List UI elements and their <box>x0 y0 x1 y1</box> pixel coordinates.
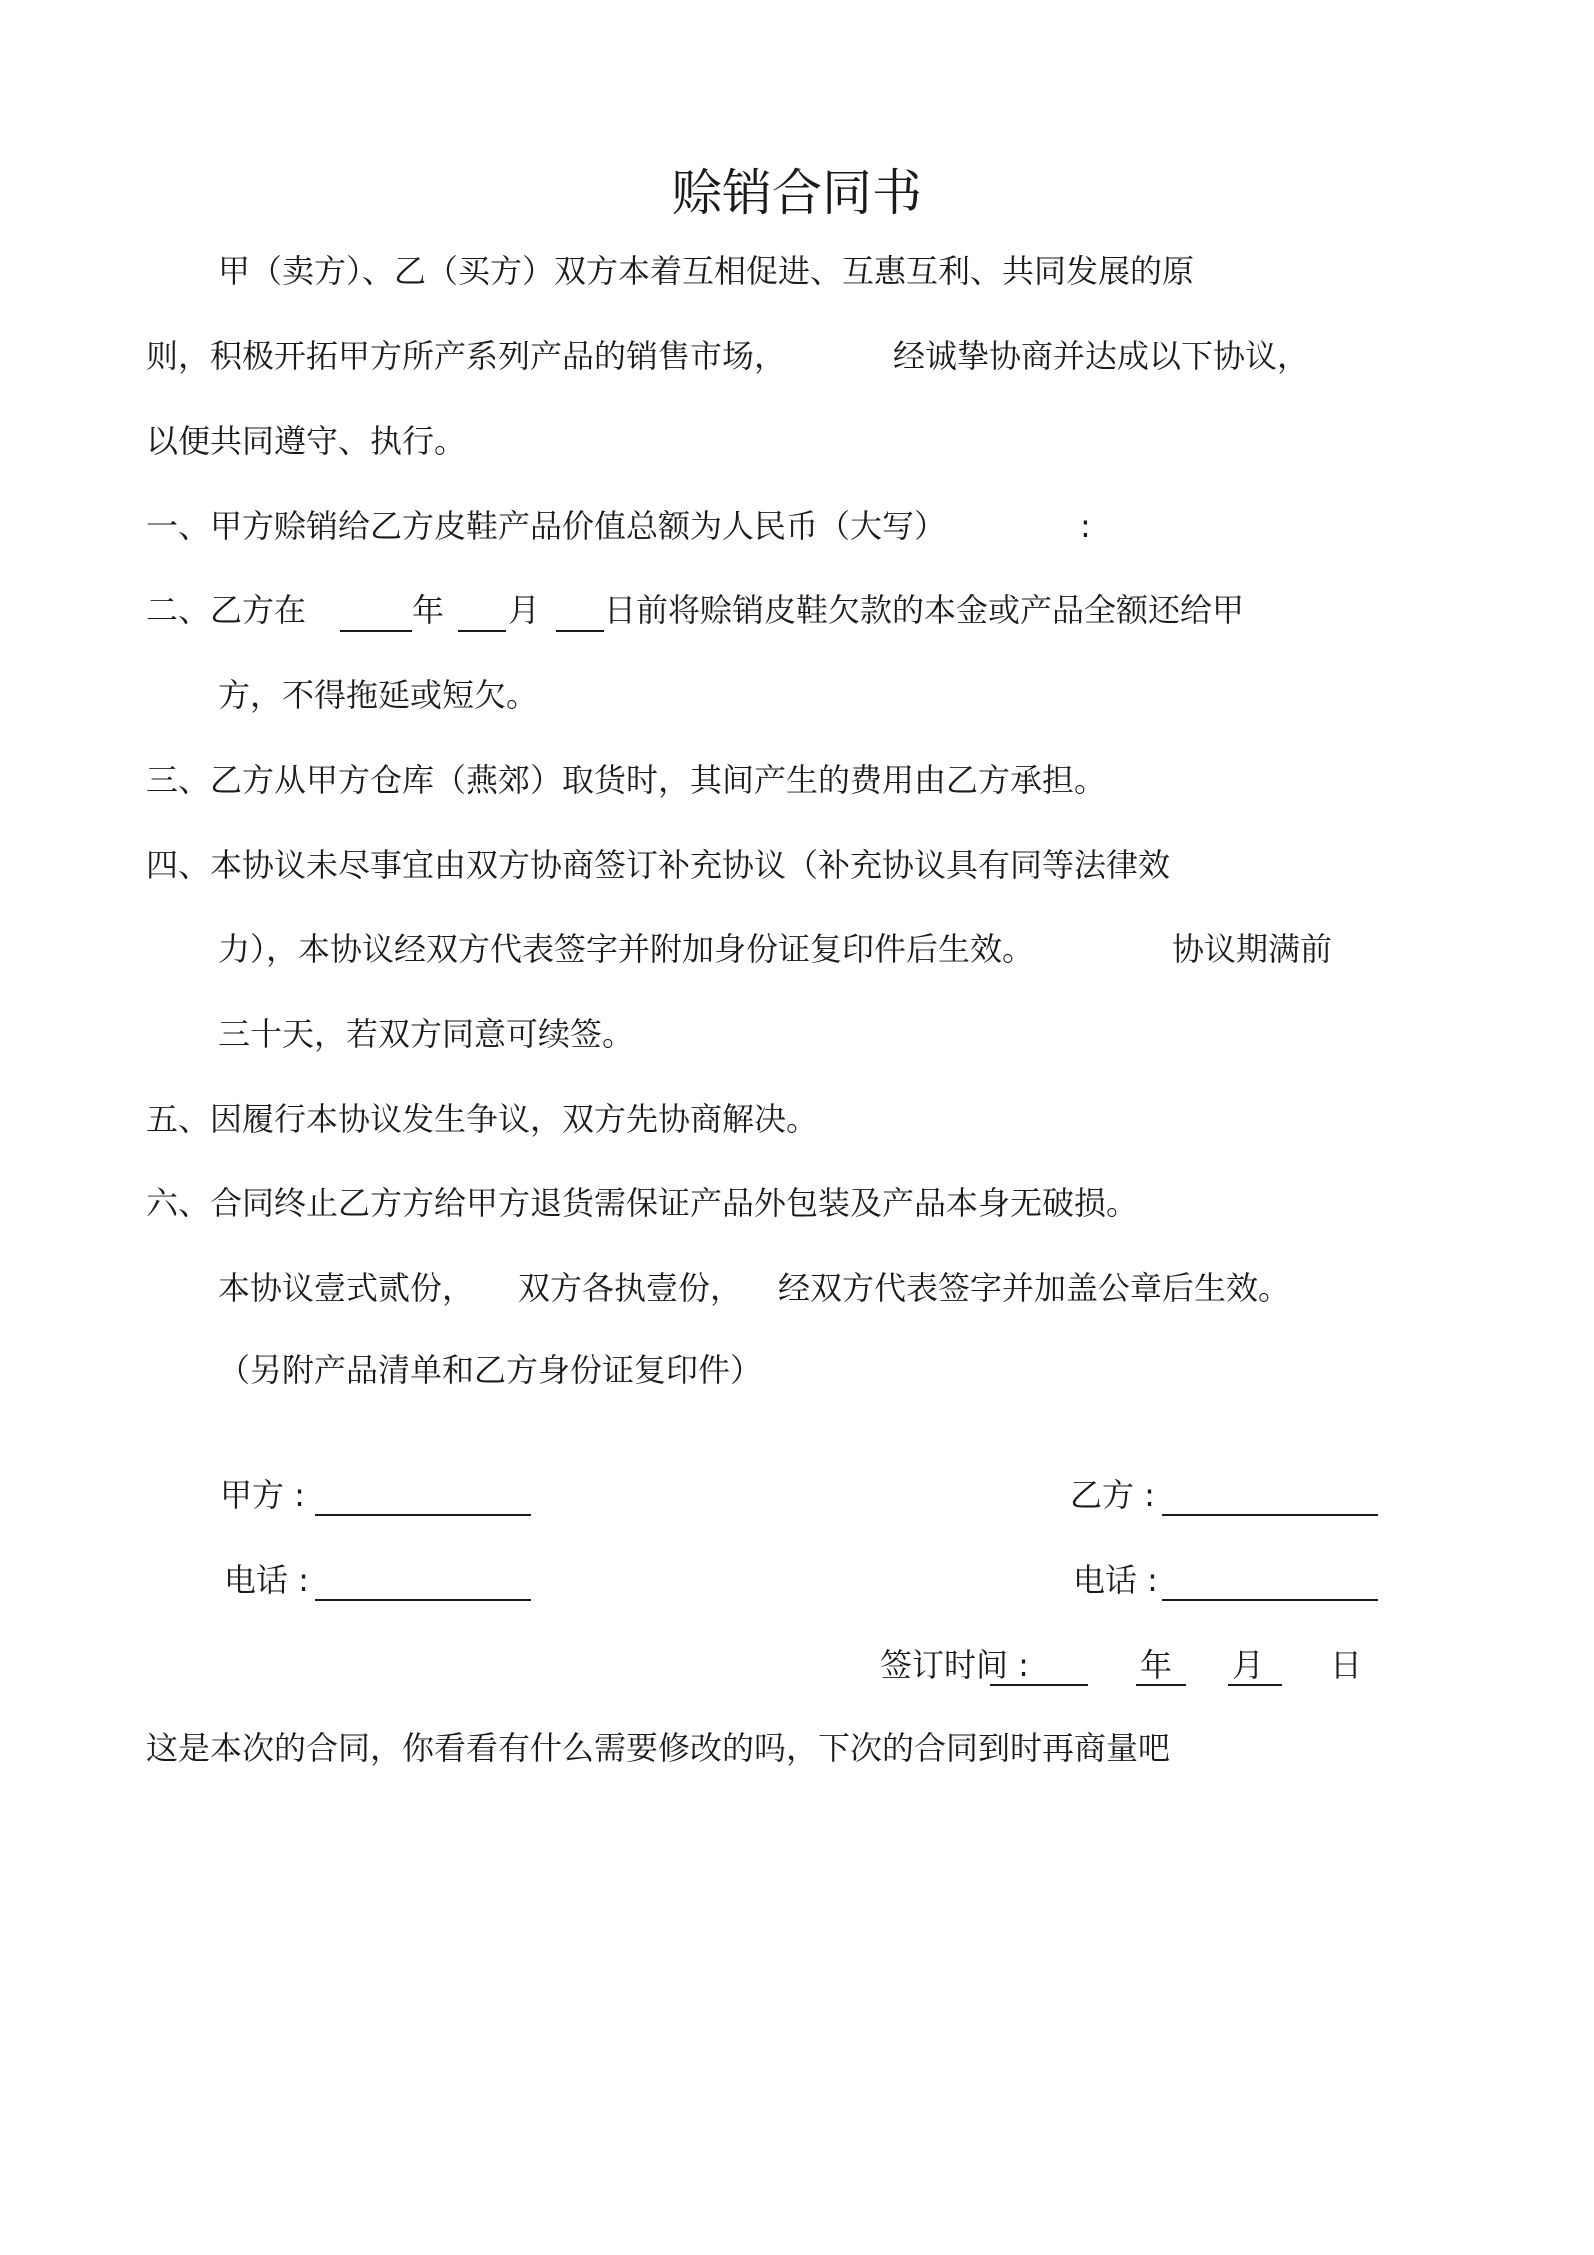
party-b-blank <box>1162 1514 1378 1516</box>
copies-b: 双方各执壹份， <box>518 1269 743 1307</box>
intro-line-3: 以便共同遵守、执行。 <box>146 422 467 460</box>
sign-date-year: 年 <box>1140 1646 1173 1684</box>
sign-date-month-blank <box>1228 1684 1282 1686</box>
clause-2-month: 月 <box>508 591 541 629</box>
phone-b-label: 电话 : <box>1073 1561 1158 1599</box>
phone-b-blank <box>1162 1599 1378 1601</box>
clause-2-rest: 日前将赊销皮鞋欠款的本金或产品全额还给甲 <box>604 591 1245 629</box>
party-a-label: 甲方 : <box>220 1476 305 1514</box>
document-title: 赊销合同书 <box>672 164 922 222</box>
closing-note: 这是本次的合同，你看看有什么需要修改的吗，下次的合同到时再商量吧 <box>146 1729 1171 1767</box>
clause-2-prefix: 二、乙方在 <box>146 591 307 629</box>
party-b-label: 乙方 : <box>1070 1476 1155 1514</box>
clause-1-colon: : <box>1080 507 1091 545</box>
phone-a-blank <box>315 1599 531 1601</box>
attachment-note: （另附产品清单和乙方身份证复印件） <box>218 1351 763 1389</box>
copies-c: 经双方代表签字并加盖公章后生效。 <box>778 1269 1291 1307</box>
intro-line-1: 甲（卖方）、乙（买方）双方本着互相促进、互惠互利、共同发展的原 <box>218 252 1195 290</box>
clause-4-line-2a: 力），本协议经双方代表签字并附加身份证复印件后生效。 <box>218 930 1035 968</box>
clause-2-month-blank <box>458 630 506 632</box>
clause-2-year-blank <box>340 630 412 632</box>
clause-4-line-3: 三十天，若双方同意可续签。 <box>218 1015 635 1053</box>
clause-6: 六、合同终止乙方方给甲方退货需保证产品外包装及产品本身无破损。 <box>146 1184 1139 1222</box>
clause-2-day-blank <box>556 630 604 632</box>
intro-line-2a: 则，积极开拓甲方所产系列产品的销售市场， <box>146 337 787 375</box>
sign-date-day: 日 <box>1330 1646 1363 1684</box>
phone-a-label: 电话 : <box>224 1561 309 1599</box>
clause-2-year: 年 <box>412 591 445 629</box>
clause-4-line-1: 四、本协议未尽事宜由双方协商签订补充协议（补充协议具有同等法律效 <box>146 846 1171 884</box>
sign-date-year-blank <box>1136 1684 1186 1686</box>
clause-5: 五、因履行本协议发生争议，双方先协商解决。 <box>146 1100 819 1138</box>
party-a-blank <box>315 1514 531 1516</box>
intro-line-2b: 经诚挚协商并达成以下协议， <box>893 337 1310 375</box>
sign-date-label: 签订时间 : <box>880 1646 1029 1684</box>
clause-4-line-2b: 协议期满前 <box>1172 930 1333 968</box>
sign-date-label-blank <box>990 1684 1088 1686</box>
clause-1: 一、甲方赊销给乙方皮鞋产品价值总额为人民币（大写） <box>146 507 947 545</box>
clause-2-cont: 方，不得拖延或短欠。 <box>218 676 539 714</box>
sign-date-month: 月 <box>1232 1646 1265 1684</box>
copies-a: 本协议壹式贰份， <box>218 1269 475 1307</box>
clause-3: 三、乙方从甲方仓库（燕郊）取货时，其间产生的费用由乙方承担。 <box>146 761 1107 799</box>
